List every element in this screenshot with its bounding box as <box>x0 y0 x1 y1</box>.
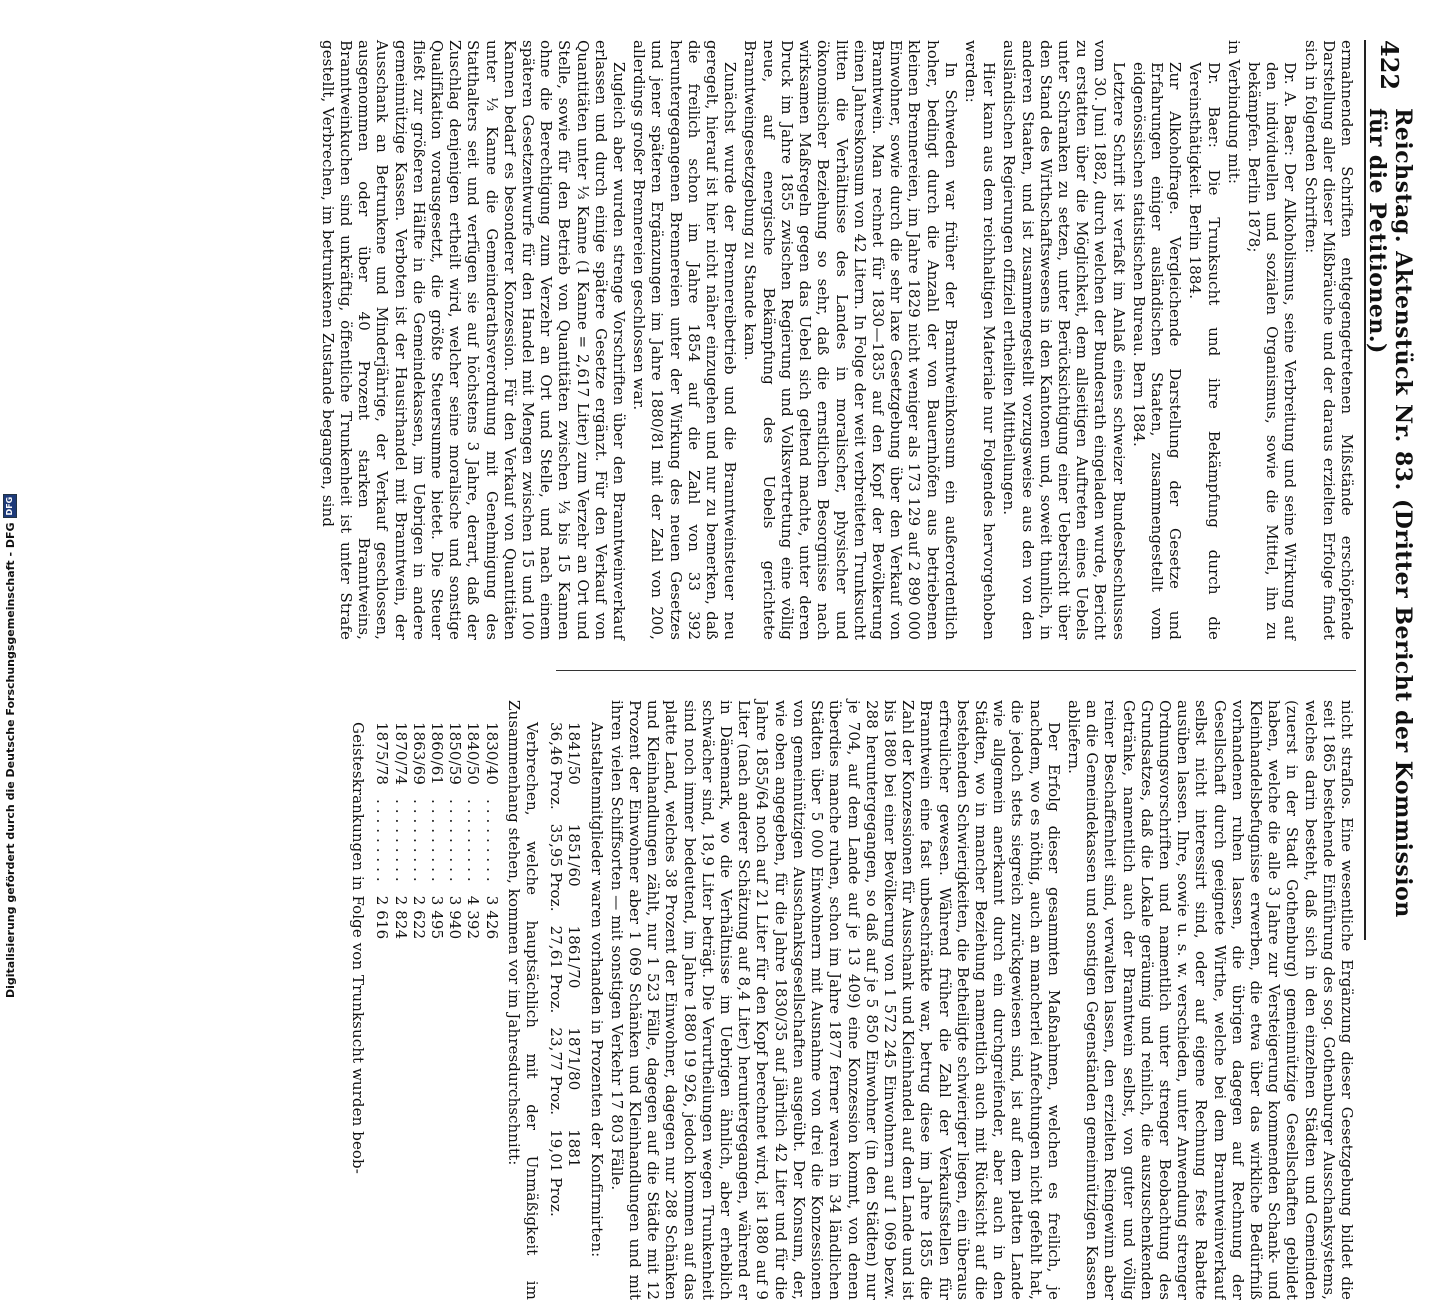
paragraph: Zugleich aber wurden strenge Vorschriften über den Branntweinverkauf erlassen und durch einige spätere Gesetze ergänzt. Für den Verkauf von Quantitäten unter ⅓ Kanne (1 Kanne = 2,617 Liter) zum Verzehr an Ort und Stelle, sowie für den Betrieb von Quantitäten zwischen ⅓ bis 15 Kannen ohne die Berechtigung zum Verzehr an Ort und Stelle, und nach einem späteren Gesetzentwurfe für den Handel mit Mengen zwischen 15 und 100 Kannen bedarf es besonderer Konzession. Für den Verkauf von Quantitäten unter ⅓ Kanne die Gemeinderathsverordnung mit Genehmigung des Statthalters seit und verfügen sie auf höchstens 3 Jahre, derart, daß der Zuschlag denjenigen ertheilt wird, welcher seine moralische und sonstige Qualifikation vorausgesetzt, die größte Steuersumme bietet. Die Steuer fließt zur größeren Hälfte in die Gemeindekassen, im Uebrigen in andere gemeinnützige Kassen. Verboten ist der Hausirhandel mit Branntwein, der Ausschank an Betrunkene und Minderjährige, der Verkauf geschlossen, ausgenommen oder über 40 Prozent starken Branntweins, Branntweinkuchen sind unkräftig, öffentliche Trunkenheit ist unter Strafe gestellt, Verbrechen, im betrunkenen Zustande begangen, sind <box>318 40 629 640</box>
table-row <box>391 722 409 953</box>
digitization-credit <box>0 0 26 1000</box>
running-head <box>1364 40 1416 940</box>
period-cell: 1875/78 <box>373 722 392 786</box>
leader-dots: . . . . . . . . . <box>409 799 428 882</box>
value-cell: 3 940 <box>446 895 465 940</box>
credit-text: Digitalisierung gefördert durch die Deutsche Forschungsgemeinschaft - DFG <box>3 522 17 998</box>
leader-dots: . . . . . . . . . <box>482 799 501 882</box>
paragraph: Hier kann aus dem reichhaltigen Materiale nur Folgendes hervorgehoben werden: <box>961 40 999 640</box>
value-cell: 2 616 <box>373 895 392 940</box>
bibliography <box>1130 40 1223 640</box>
crime-table <box>373 722 500 953</box>
paragraph: nicht straflos. Eine wesentliche Ergänzung dieser Gesetzgebung bildet die seit 1865 bestehende Einführung des sog. Gothenburger Ausschanksystems, welches darin besteht, daß sich in den einzelnen Städten und Gemeinden (zuerst in der Stadt Gothenburg) gemeinnützige Gesellschaften gebildet haben, welche die alle 3 Jahre zur Versteigerung kommenden Schank- und Kleinhandelsbefugnisse erwerben, die etwa über das wirkliche Bedürfniß vorhandenen ruhen lassen, die übrigen dagegen auf Rechnung der Gesellschaft durch geeignete Wirthe, welche bei dem Branntweinverkauf selbst nicht interessirt sind, oder auf eigene Rechnung feste Rabatte ausüben lassen. Ihre, sowie u. s. w. verschieden, unter Anwendung strenger Ordnungsvorschriften und namentlich unter strenger Beobachtung des Grundsatzes, daß die Lokale geräumig und reinlich, die auszuschenkenden Getränke, namentlich auch der Branntwein selbst, von guter und völlig reiner Beschaffenheit sind, verwalten lassen, den erzielten Reingewinn aber an die Gemeindekassen und sonstigen Gegenständen gemeinnützigen Kassen abliefern. <box>1064 700 1356 1300</box>
period-cell: 1850/59 <box>446 722 465 786</box>
rotated-page-content <box>50 40 1416 1300</box>
leader-dots: . . . . . . . . . <box>373 799 392 882</box>
header-rule <box>1364 40 1366 940</box>
table-header: 1871/80 <box>565 1027 584 1091</box>
membership-table <box>547 722 583 1231</box>
page-header-title: Reichstag. Aktenstück Nr. 83. (Dritter Bericht der Kommission für die Petitionen.) <box>1364 108 1416 918</box>
paragraph: Geisteskrankungen in Folge von Trunksucht wurden beob- <box>349 722 368 1174</box>
table-row <box>373 722 391 953</box>
paragraph: in Verbindung mit: <box>1224 40 1243 184</box>
period-cell: 1860/61 <box>428 722 447 786</box>
table-row <box>547 722 565 1231</box>
value-cell: 2 622 <box>409 895 428 940</box>
table-cell: 19,01 Proz. <box>547 1129 566 1217</box>
bibliography-entry: Zur Alkoholfrage. Vergleichende Darstellung der Gesetze und Erfahrungen einiger ausländischen Staaten, zusammengestellt vom eidgenössischen statistischen Bureau. Bern 1884. <box>1129 62 1185 640</box>
dfg-logo: DFG <box>3 494 17 519</box>
paragraph: In Schweden war früher der Branntweinkonsum ein außerordentlich hoher, bedingt durch die Anzahl der von Bauernhöfen aus betriebenen kleinen Brennereien, im Jahre 1829 nicht weniger als 173 129 auf 2 890 000 Einwohner, sowie durch die sehr laxe Gesetzgebung über den Verkauf von Branntwein. Man rechnet für 1830—1835 auf den Kopf der Bevölkerung einen Jahreskonsum von 42 Litern. In Folge der weit verbreiteten Trunksucht litten die Verhältnisse des Landes in moralischer, physischer und ökonomischer Beziehung so sehr, daß die ernstlichen Besorgnisse nach wirksamen Maßregeln gegen das Uebel sich geltend machte, unter deren Druck im Jahre 1855 zwischen Regierung und Volksvertretung eine völlig neue, auf energische Bekämpfung des Uebels gerichtete Branntweingesetzgebung zu Stande kam. <box>741 40 960 640</box>
bibliography-entry: Dr. Baer: Die Trunksucht und ihre Bekämpfung durch die Vereinsthätigkeit. Berlin 1884. <box>1186 62 1223 640</box>
paragraph: Letztere Schrift ist verfaßt im Anlaß eines schweizer Bundesbeschlusses vom 30. Juni 1882, durch welchen der Bundesrath eingeladen wurde, Bericht zu erstatten über die Möglichkeit, dem allseitigen Auftreten eines Uebels unter Schranken zu setzen, unter Berücksichtigung einer Uebersicht über den Stand des Wirthschaftswesens in den Kantonen und, soweit thunlich, in anderen Staaten, und ist zusammengestellt vorzugsweise aus den von den ausländischen Regierungen offiziell ertheilten Mittheilungen. <box>1000 40 1128 640</box>
paragraph: Zunächst wurde der Brennereibetrieb und die Branntweinsteuer neu geregelt, hierauf ist hier nicht näher einzugehen und nur zu bemerken, daß die freilich schon im Jahre 1854 auf die Zahl von 33 392 heruntergegangenen Brennereien unter der Wirkung des neuen Gesetzes und jener späteren Ergänzungen im Jahre 1880/81 mit der Zahl von 200, allerdings großer Brennereien geschlossen war. <box>630 40 740 640</box>
table-header: 1881 <box>565 1129 584 1168</box>
bibliography-entry: Dr. A. Baer: Der Alkoholismus, seine Verbreitung und seine Wirkung auf den individuellen und sozialen Organismus, sowie die Mittel, ihn zu bekämpfen. Berlin 1878; <box>1244 62 1300 640</box>
leader-dots: . . . . . . . . . <box>446 799 465 882</box>
value-cell: 2 824 <box>391 895 410 940</box>
column-divider <box>556 670 1356 671</box>
value-cell: 3 426 <box>482 895 501 940</box>
table-row <box>482 722 500 953</box>
table-row <box>446 722 464 953</box>
leader-dots: . . . . . . . . . <box>464 799 483 882</box>
period-cell: 1840/50 <box>464 722 483 786</box>
paragraph: Verbrechen, welche hauptsächlich mit der Unmäßigkeit im Zusammenhang stehen, kommen vor im Jahresdurchschnitt: <box>504 700 542 1300</box>
table-cell: 23,77 Proz. <box>547 1027 566 1116</box>
leader-dots: . . . . . . . . . <box>428 799 447 882</box>
leader-dots: . . . . . . . . . <box>391 799 410 882</box>
table-cell: 27,61 Proz. <box>547 925 566 1014</box>
table-row <box>428 722 446 953</box>
page-number: 422 <box>1375 40 1405 91</box>
table-cell: 35,95 Proz. <box>547 823 566 912</box>
table-header: 1851/60 <box>565 823 584 887</box>
bibliography <box>1245 40 1300 640</box>
value-cell: 4 392 <box>464 895 483 940</box>
paragraph: ermahnenden Schriften entgegengetretenen Mißstände erschöpfende Darstellung aller dieser Mißbräuche und der daraus erzielten Erfolge findet sich in folgenden Schriften: <box>1301 40 1356 640</box>
table-row <box>410 722 428 953</box>
period-cell: 1830/40 <box>482 722 501 786</box>
table-row <box>464 722 482 953</box>
left-column <box>317 40 1356 640</box>
right-column <box>347 700 1356 1300</box>
paragraph: Anstaltenmitglieder waren vorhanden in Prozenten der Konfirmirten: <box>587 722 606 1258</box>
period-cell: 1870/74 <box>391 722 410 786</box>
table-cell: 36,46 Proz. <box>547 722 566 810</box>
table-header: 1841/50 <box>565 722 584 786</box>
table-header: 1861/70 <box>565 925 584 989</box>
table-header-row <box>565 722 583 1231</box>
paragraph: Der Erfolg dieser gesammten Maßnahmen, welchen es freilich, je nachdem, wo es nöthig, auch an mancherlei Anfechtungen nicht gefehlt hat, die jedoch stets siegreich zurückgewiesen sind, ist auf dem platten Lande wie allgemein anerkannt durch ein durchgreifender, aber auch in den Städten, wo in mancher Beziehung namentlich auch mit Rücksicht auf die bestehenden Schwierigkeiten, die Betheiligte schwieriger liegen, ein überaus erfreulicher gewesen. Während früher die Zahl der Verkaufsstellen für Branntwein eine fast unbeschränkte war, betrug diese im Jahre 1855 die Zahl der Konzessionen für Ausschank und Kleinhandel auf dem Lande und ist bis 1880 bei einer Bevölkerung von 1 572 245 Einwohnern auf 1 069 bezw. 288 heruntergegangen, so daß auf je 5 850 Einwohner (in den Städten) nur je 704, auf dem Lande auf je 13 409) eine Konzession kommt, von denen überdies manche ruhen, schon im Jahre 1877 ferner waren in 34 ländlichen Städten über 5 000 Einwohnern mit Ausnahme von drei die Konzessionen von gemeinnützigen Ausschanksgesellschaften ausgeübt. Der Konsum, der, wie oben angegeben, für die Jahre 1830/35 auf jährlich 42 Liter und für die Jahre 1855/64 noch auf 21 Liter für den Kopf berechnet wird, ist 1880 auf 9 Liter (nach anderer Schätzung auf 8,4 Liter) heruntergegangen, während er in Dänemark, wo die Verhältnisse im Uebrigen ähnlich, aber erheblich schwächer sind, 18,9 Liter beträgt. Die Verurtheilungen wegen Trunkenheit sind noch immer bedeutend, im Jahre 1880 19 926, jedoch kommen auf das platte Land, welches 38 Prozent der Einwohner, dagegen nur 288 Schänken und Kleinhandlungen zählt, nur 1 523 Fälle, dagegen auf die Städte mit 12 Prozent der Einwohner aber 1 069 Schänken und Kleinhandlungen und mit ihren vielen Schiffsorten — mit sonstigen Verkehr 17 803 Fälle. <box>607 700 1063 1300</box>
value-cell: 3 495 <box>428 895 447 940</box>
period-cell: 1863/69 <box>409 722 428 786</box>
